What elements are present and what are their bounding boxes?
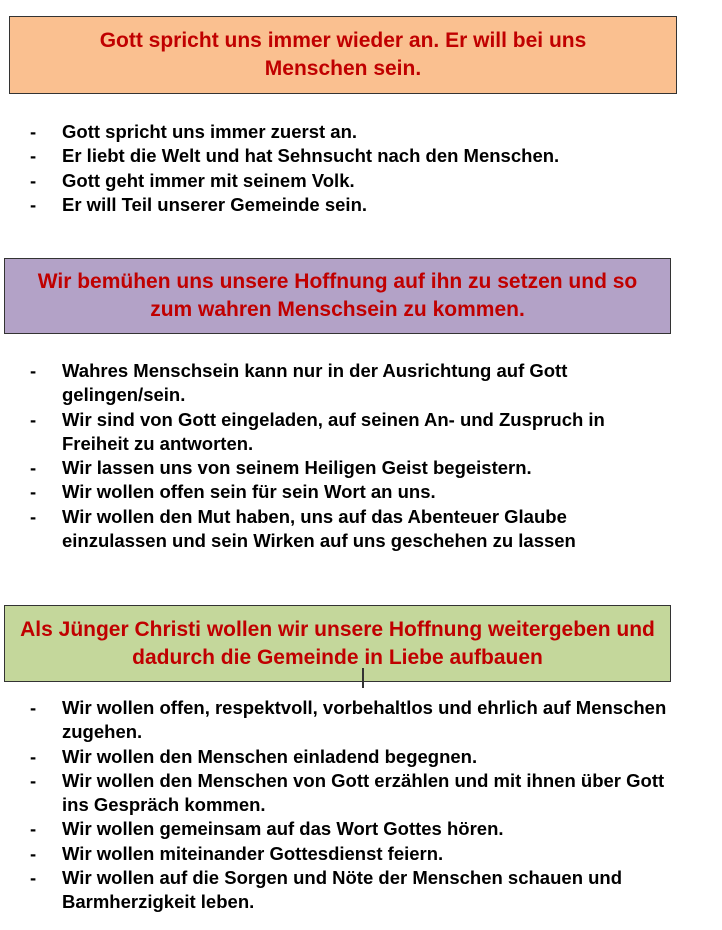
list-item: - Wir wollen den Mut haben, uns auf das Abenteuer Glaube einzulassen und sein Wirken auf uns geschehen zu lassen: [30, 505, 576, 552]
section-2-list: [30, 359, 670, 553]
list-item: - Wir wollen gemeinsam auf das Wort Gottes hören.: [30, 817, 690, 841]
bullet-dash: -: [30, 842, 37, 864]
bullet-dash: -: [30, 169, 37, 191]
section-1-heading: Gott spricht uns immer wieder an. Er will bei uns Menschen sein.: [99, 29, 587, 80]
list-item: - Wir wollen den Menschen von Gott erzählen und mit ihnen über Gott ins Gespräch kommen.: [30, 769, 665, 816]
list-item: - Er liebt die Welt und hat Sehnsucht nach den Menschen.: [30, 144, 690, 168]
bullet-dash: -: [30, 481, 37, 503]
list-item: - Wir wollen miteinander Gottesdienst feiern.: [30, 842, 690, 866]
bullet-dash: -: [30, 145, 37, 167]
list-item: - Gott geht immer mit seinem Volk.: [30, 169, 690, 193]
bullet-dash: -: [30, 121, 37, 142]
section-1-list: [30, 120, 690, 217]
bullet-dash: -: [30, 408, 37, 430]
list-item: - Wahres Menschsein kann nur in der Ausrichtung auf Gott gelingen/sein.: [30, 360, 568, 406]
section-1-heading-box: [9, 16, 677, 94]
section-2-heading: Wir bemühen uns unsere Hoffnung auf ihn zu setzen und so zum wahren Menschsein zu kommen.: [37, 270, 638, 321]
section-3-heading: Als Jünger Christi wollen wir unsere Hoffnung weitergeben und dadurch die Gemeinde in Liebe aufbauen: [20, 617, 655, 669]
list-item: - Wir wollen offen, respektvoll, vorbehaltlos und ehrlich auf Menschen zugehen.: [30, 697, 667, 743]
bullet-dash: -: [30, 360, 37, 381]
bullet-dash: -: [30, 193, 37, 215]
section-3-heading-box: [4, 605, 671, 682]
section-2-heading-box: [4, 258, 671, 334]
list-item: - Gott spricht uns immer zuerst an.: [30, 120, 690, 144]
bullet-dash: -: [30, 697, 37, 718]
list-item: - Wir wollen offen sein für sein Wort an uns.: [30, 480, 670, 504]
bullet-dash: -: [30, 867, 37, 889]
list-item: - Wir lassen uns von seinem Heiligen Geist begeistern.: [30, 456, 670, 480]
bullet-dash: -: [30, 769, 37, 791]
list-item: - Wir wollen auf die Sorgen und Nöte der Menschen schauen und Barmherzigkeit leben.: [30, 867, 623, 913]
bullet-dash: -: [30, 818, 37, 840]
bullet-dash: -: [30, 457, 37, 479]
heading-connector-line: [362, 668, 364, 688]
bullet-dash: -: [30, 505, 37, 527]
list-item: - Wir wollen den Menschen einladend begegnen.: [30, 745, 690, 769]
section-3-list: [30, 696, 690, 915]
list-item: - Wir sind von Gott eingeladen, auf seinen An- und Zuspruch in Freiheit zu antworten.: [30, 408, 605, 454]
list-item: - Er will Teil unserer Gemeinde sein.: [30, 193, 690, 217]
bullet-dash: -: [30, 745, 37, 767]
